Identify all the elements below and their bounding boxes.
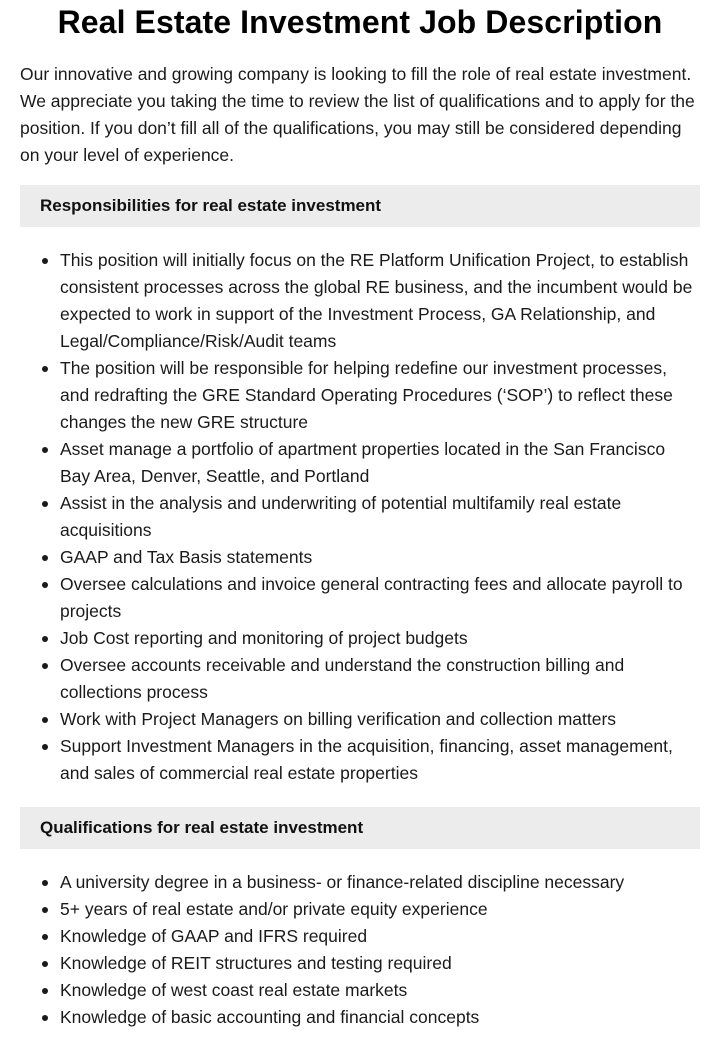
- qualifications-list: [20, 869, 700, 1031]
- bullet-icon: [42, 717, 48, 723]
- bullet-icon: [42, 744, 48, 750]
- qualifications-heading: Qualifications for real estate investment: [20, 807, 700, 849]
- list-item: [20, 706, 700, 733]
- qualification-text: Knowledge of GAAP and IFRS required: [60, 926, 368, 946]
- page-title: Real Estate Investment Job Description: [57, 4, 663, 40]
- list-item: [20, 436, 700, 490]
- qualification-text: Knowledge of basic accounting and financial concepts: [60, 1007, 480, 1027]
- responsibility-text: Work with Project Managers on billing verification and collection matters: [60, 709, 617, 729]
- bullet-icon: [42, 988, 48, 994]
- list-item: [20, 652, 700, 706]
- responsibility-text: GAAP and Tax Basis statements: [60, 547, 313, 567]
- list-item: [20, 733, 700, 787]
- list-item: [20, 247, 700, 355]
- responsibility-text: The position will be responsible for helping redefine our investment processes, and redrafting the GRE Standard Operating Procedures (‘SOP’) to reflect these changes the new GRE structure: [60, 358, 673, 432]
- list-item: [20, 571, 700, 625]
- qualification-text: 5+ years of real estate and/or private equity experience: [60, 899, 488, 919]
- list-item: [20, 950, 700, 977]
- bullet-icon: [42, 555, 48, 561]
- responsibility-text: Job Cost reporting and monitoring of project budgets: [60, 628, 468, 648]
- qualification-text: Knowledge of west coast real estate markets: [60, 980, 408, 1000]
- bullet-icon: [42, 366, 48, 372]
- bullet-icon: [42, 907, 48, 913]
- qualification-text: A university degree in a business- or finance-related discipline necessary: [60, 872, 625, 892]
- bullet-icon: [42, 961, 48, 967]
- list-item: [20, 869, 700, 896]
- bullet-icon: [42, 934, 48, 940]
- bullet-icon: [42, 447, 48, 453]
- responsibility-text: Oversee calculations and invoice general contracting fees and allocate payroll to projects: [60, 574, 683, 621]
- qualification-text: Knowledge of REIT structures and testing required: [60, 953, 452, 973]
- bullet-icon: [42, 1015, 48, 1021]
- list-item: [20, 923, 700, 950]
- bullet-icon: [42, 582, 48, 588]
- responsibilities-list: [20, 247, 700, 787]
- bullet-icon: [42, 880, 48, 886]
- bullet-icon: [42, 663, 48, 669]
- list-item: [20, 977, 700, 1004]
- responsibilities-heading: Responsibilities for real estate investment: [20, 185, 700, 227]
- list-item: [20, 355, 700, 436]
- list-item: [20, 1004, 700, 1031]
- bullet-icon: [42, 636, 48, 642]
- responsibility-text: Support Investment Managers in the acquisition, financing, asset management, and sales of commercial real estate properties: [60, 736, 673, 783]
- list-item: [20, 544, 700, 571]
- list-item: [20, 625, 700, 652]
- responsibility-text: Assist in the analysis and underwriting of potential multifamily real estate acquisitions: [60, 493, 622, 540]
- responsibility-text: This position will initially focus on the RE Platform Unification Project, to establish consistent processes across the global RE business, and the incumbent would be expected to work in support of the Investment Process, GA Relationship, and Legal/Compliance/Risk/Audit teams: [60, 250, 693, 351]
- responsibility-text: Oversee accounts receivable and understand the construction billing and collections process: [60, 655, 625, 702]
- list-item: [20, 490, 700, 544]
- bullet-icon: [42, 501, 48, 507]
- list-item: [20, 896, 700, 923]
- bullet-icon: [42, 258, 48, 264]
- responsibility-text: Asset manage a portfolio of apartment properties located in the San Francisco Bay Area, Denver, Seattle, and Portland: [60, 439, 666, 486]
- intro-paragraph: Our innovative and growing company is looking to fill the role of real estate investment. We appreciate you taking the time to review the list of qualifications and to apply for the position. If you don’t fill all of the qualifications, you may still be considered depending on your level of experience.: [20, 64, 695, 165]
